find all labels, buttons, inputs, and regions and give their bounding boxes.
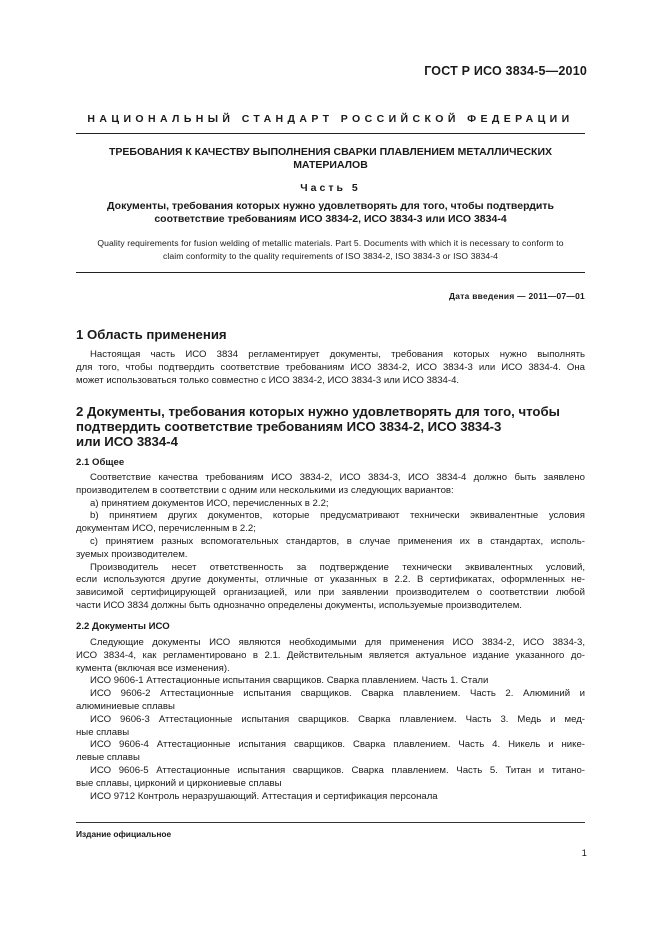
list-item-a: а) принятием документов ИСО, перечисленных в 2.2;: [90, 497, 329, 509]
reference-iso-9606-2: ИСО 9606-2 Аттестационные испытания сварщиков. Сварка плавлением. Часть 2. Алюминий и: [90, 688, 585, 700]
subtitle: [76, 200, 585, 226]
reference-iso-9606-3: ИСО 9606-3 Аттестационные испытания сварщиков. Сварка плавлением. Часть 3. Медь и мед-: [90, 713, 585, 725]
english-title-line1: Quality requirements for fusion welding of metallic materials. Part 5. Documents with which it is necessary to conform to: [97, 238, 564, 248]
subsection-2-2-body: Следующие документы ИСО являются необходимыми для применения ИСО 3834-2, ИСО 3834-3, ИСО 3834-4, как регламентировано в 2.1. Действительным является актуальное издание указанного до- кумента (включая все изменения). ИСО 9606-1 Аттестационные испытания сварщиков. Сварка плавлением. Часть 1. Стали ИСО 9606-2 Аттестационные испытания сварщиков. Сварка плавлением. Часть 2. Алюминий и алюминиевые сплавы ИСО 9606-3 Аттестационные испытания сварщиков. Сварка плавлением. Часть 3. Медь и мед- ные сплавы ИСО 9606-4 Аттестационные испытания сварщиков. Сварка плавлением. Часть 4. Никель и нике- левые сплавы ИСО 9606-5 Аттестационные испытания сварщиков. Сварка плавлением. Часть 5. Титан и титано- вые сплавы, цирконий и циркониевые сплавы ИСО 9712 Контроль неразрушающий. Аттестация и сертификация персонала: [76, 637, 585, 802]
part-title: Часть 5: [300, 182, 361, 194]
responsibility-paragraph: Производитель несет ответственность за подтверждение технически эквивалентных условий,: [90, 561, 585, 573]
reference-iso-9712: ИСО 9712 Контроль неразрушающий. Аттестация и сертификация персонала: [90, 790, 438, 802]
page-number: 1: [581, 848, 587, 859]
national-standard-banner: НАЦИОНАЛЬНЫЙ СТАНДАРТ РОССИЙСКОЙ ФЕДЕРАЦИИ: [87, 113, 574, 125]
section1-heading: 1 Область применения: [76, 327, 227, 342]
main-title: [76, 146, 585, 172]
subsection-2-2-heading: 2.2 Документы ИСО: [76, 621, 170, 632]
subtitle-line2: соответствие требованиям ИСО 3834-2, ИСО 3834-3 или ИСО 3834-4: [154, 213, 507, 225]
reference-iso-9606-1: ИСО 9606-1 Аттестационные испытания сварщиков. Сварка плавлением. Часть 1. Стали: [90, 675, 489, 687]
footer-rule: [76, 822, 585, 823]
reference-iso-9606-4: ИСО 9606-4 Аттестационные испытания сварщиков. Сварка плавлением. Часть 4. Никель и нике-: [90, 739, 585, 751]
main-title-line1: ТРЕБОВАНИЯ К КАЧЕСТВУ ВЫПОЛНЕНИЯ СВАРКИ ПЛАВЛЕНИЕМ МЕТАЛЛИЧЕСКИХ: [108, 146, 552, 158]
english-title-line2: claim conformity to the quality requirements of ISO 3834-2, ISO 3834-3 or ISO 3834-4: [162, 250, 499, 261]
reference-iso-9606-5: ИСО 9606-5 Аттестационные испытания сварщиков. Сварка плавлением. Часть 5. Титан и титано-: [90, 764, 585, 776]
main-title-line2: МАТЕРИАЛОВ: [293, 159, 368, 171]
top-rule: [76, 133, 585, 134]
standard-number: ГОСТ Р ИСО 3834-5—2010: [424, 64, 587, 78]
section2-heading: 2 Документы, требования которых нужно удовлетворять для того, чтобы подтвердить соответствие требованиям ИСО 3834-2, ИСО 3834-3 или ИСО 3834-4: [76, 404, 560, 449]
list-item-b: b) принятием других документов, которые предусматривают технически эквивалентные условия: [90, 510, 585, 522]
list-item-c: с) принятием разных вспомогательных стандартов, в случае применения их в стандартах, исполь-: [90, 535, 585, 547]
official-edition-label: Издание официальное: [76, 829, 172, 839]
section1-paragraph: Настоящая часть ИСО 3834 регламентирует документы, требования которых нужно выполнять для того, чтобы подтвердить соответствие требованиям ИСО 3834-2, ИСО 3834-3 или ИСО 3834-4. Она может использоваться только совместно с ИСО 3834-2, ИСО 3834-3 или ИСО 3834-4.: [76, 349, 585, 386]
subtitle-line1: Документы, требования которых нужно удовлетворять для того, чтобы подтвердить: [107, 200, 554, 212]
title-bottom-rule: [76, 272, 585, 273]
introduction-date: Дата введения — 2011—07—01: [449, 291, 585, 301]
english-title: [76, 237, 585, 262]
subsection-2-1-body: Соответствие качества требованиям ИСО 3834-2, ИСО 3834-3, ИСО 3834-4 должно быть заявлено производителем в соответствии с одним или несколькими из следующих вариантов: а) принятием документов ИСО, перечисленных в 2.2; b) принятием других документов, которые предусматривают технически эквивалентные условия документам ИСО, перечисленным в 2.2; с) принятием разных вспомогательных стандартов, в случае применения их в стандартах, исполь- зуемых производителем. Производитель несет ответственность за подтверждение технически эквивалентных условий, если используются другие документы, отличные от указанных в 2.2. В сертификатах, оформленных не- зависимой сертифицирующей организацией, или при заявлении производителем о соответствии любой части ИСО 3834 должны быть однозначно определены документы, используемые производителем.: [76, 472, 585, 611]
subsection-2-1-heading: 2.1 Общее: [76, 457, 125, 468]
